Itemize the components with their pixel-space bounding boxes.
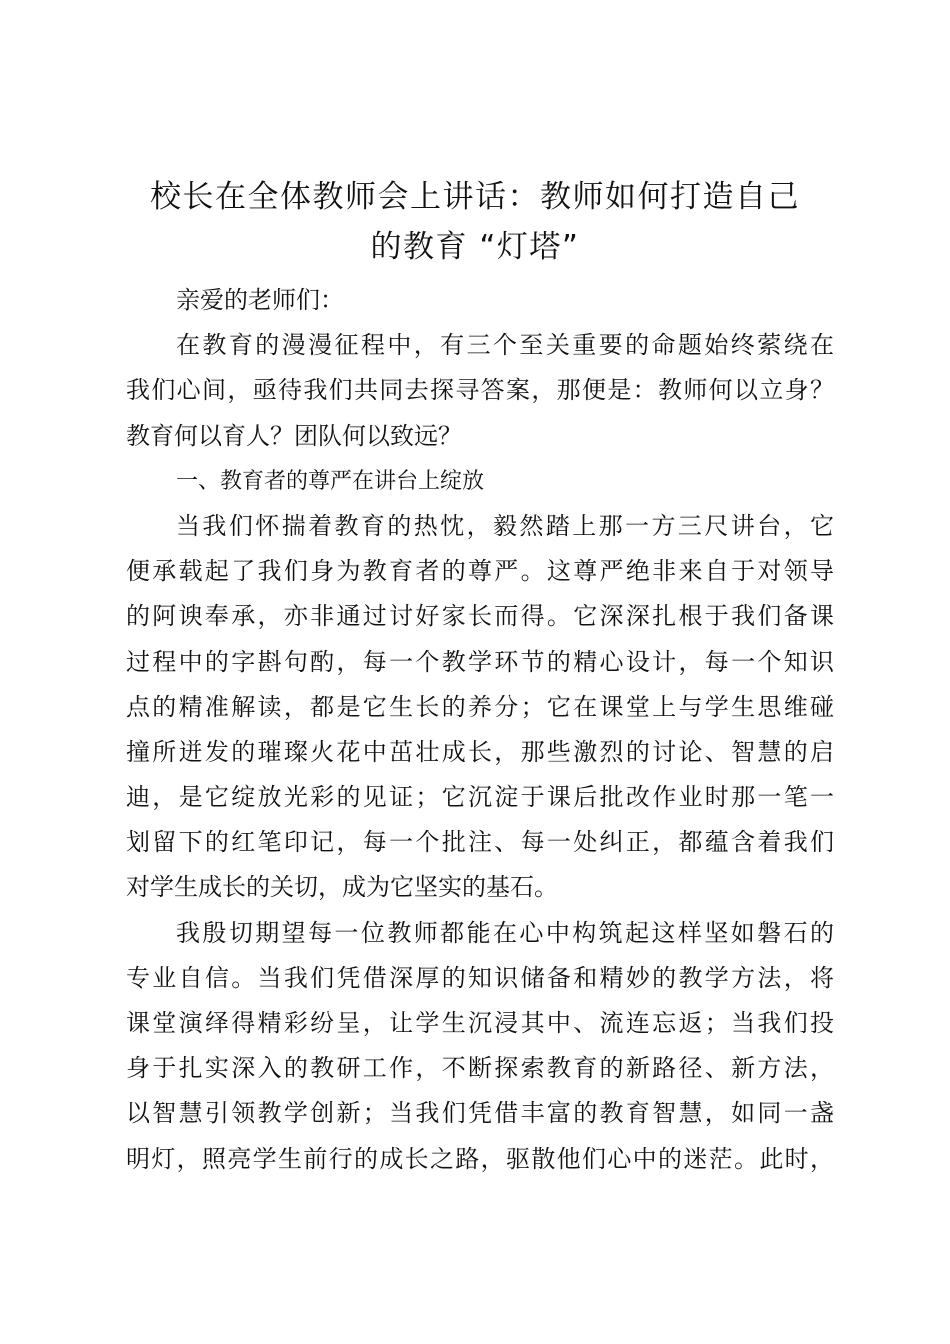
- para1-line-8: 划留下的红笔印记，每一个批注、每一处纠正，都蕴含着我们: [126, 828, 834, 857]
- section-1-heading: 一、教育者的尊严在讲台上绽放: [176, 468, 485, 494]
- section-heading-paragraph: [126, 459, 834, 504]
- document-title: [110, 172, 840, 272]
- para2-line-4: 身于扎实深入的教研工作，不断探索教育的新路径、新方法，: [126, 1054, 834, 1083]
- para1-line-6: 撞所迸发的璀璨火花中茁壮成长，那些激烈的讨论、智慧的启: [126, 737, 834, 766]
- intro-line-2: 我们心间，亟待我们共同去探寻答案，那便是：教师何以立身？: [126, 376, 834, 405]
- greeting-line: 亲爱的老师们：: [176, 286, 344, 314]
- paragraph-1: [126, 504, 834, 911]
- greeting-paragraph: [126, 278, 834, 323]
- intro-paragraph: [126, 323, 834, 459]
- para2-line-3: 课堂演绎得精彩纷呈，让学生沉浸其中、流连忘返；当我们投: [126, 1009, 834, 1037]
- para1-line-5: 点的精准解读，都是它生长的养分；它在课堂上与学生思维碰: [126, 692, 834, 721]
- intro-line-1: 在教育的漫漫征程中，有三个至关重要的命题始终萦绕在: [176, 331, 834, 360]
- para2-line-5: 以智慧引领教学创新；当我们凭借丰富的教育智慧，如同一盏: [126, 1099, 834, 1128]
- para1-line-3: 的阿谀奉承，亦非通过讨好家长而得。它深深扎根于我们备课: [126, 602, 834, 631]
- para2-line-6: 明灯，照亮学生前行的成长之路，驱散他们心中的迷茫。此时，: [126, 1144, 834, 1173]
- para1-line-1: 当我们怀揣着教育的热忱，毅然踏上那一方三尺讲台，它: [176, 511, 834, 540]
- para1-line-4: 过程中的字斟句酌，每一个教学环节的精心设计，每一个知识: [126, 647, 834, 676]
- intro-line-3: 教育何以育人？团队何以致远？: [126, 421, 462, 450]
- para2-line-2: 专业自信。当我们凭借深厚的知识储备和精妙的教学方法，将: [126, 963, 834, 992]
- title-line-2: 的教育 “灯塔”: [370, 229, 580, 265]
- title-line-1: 校长在全体教师会上讲话：教师如何打造自己: [150, 179, 800, 215]
- para1-line-7: 迪，是它绽放光彩的见证；它沉淀于课后批改作业时那一笔一: [126, 783, 834, 812]
- document-body: [126, 278, 834, 1182]
- para1-line-9: 对学生成长的关切，成为它坚实的基石。: [126, 873, 558, 902]
- para2-line-1: 我殷切期望每一位教师都能在心中构筑起这样坚如磐石的: [176, 918, 834, 947]
- para1-line-2: 便承载起了我们身为教育者的尊严。这尊严绝非来自于对领导: [126, 557, 834, 586]
- paragraph-2: [126, 911, 834, 1182]
